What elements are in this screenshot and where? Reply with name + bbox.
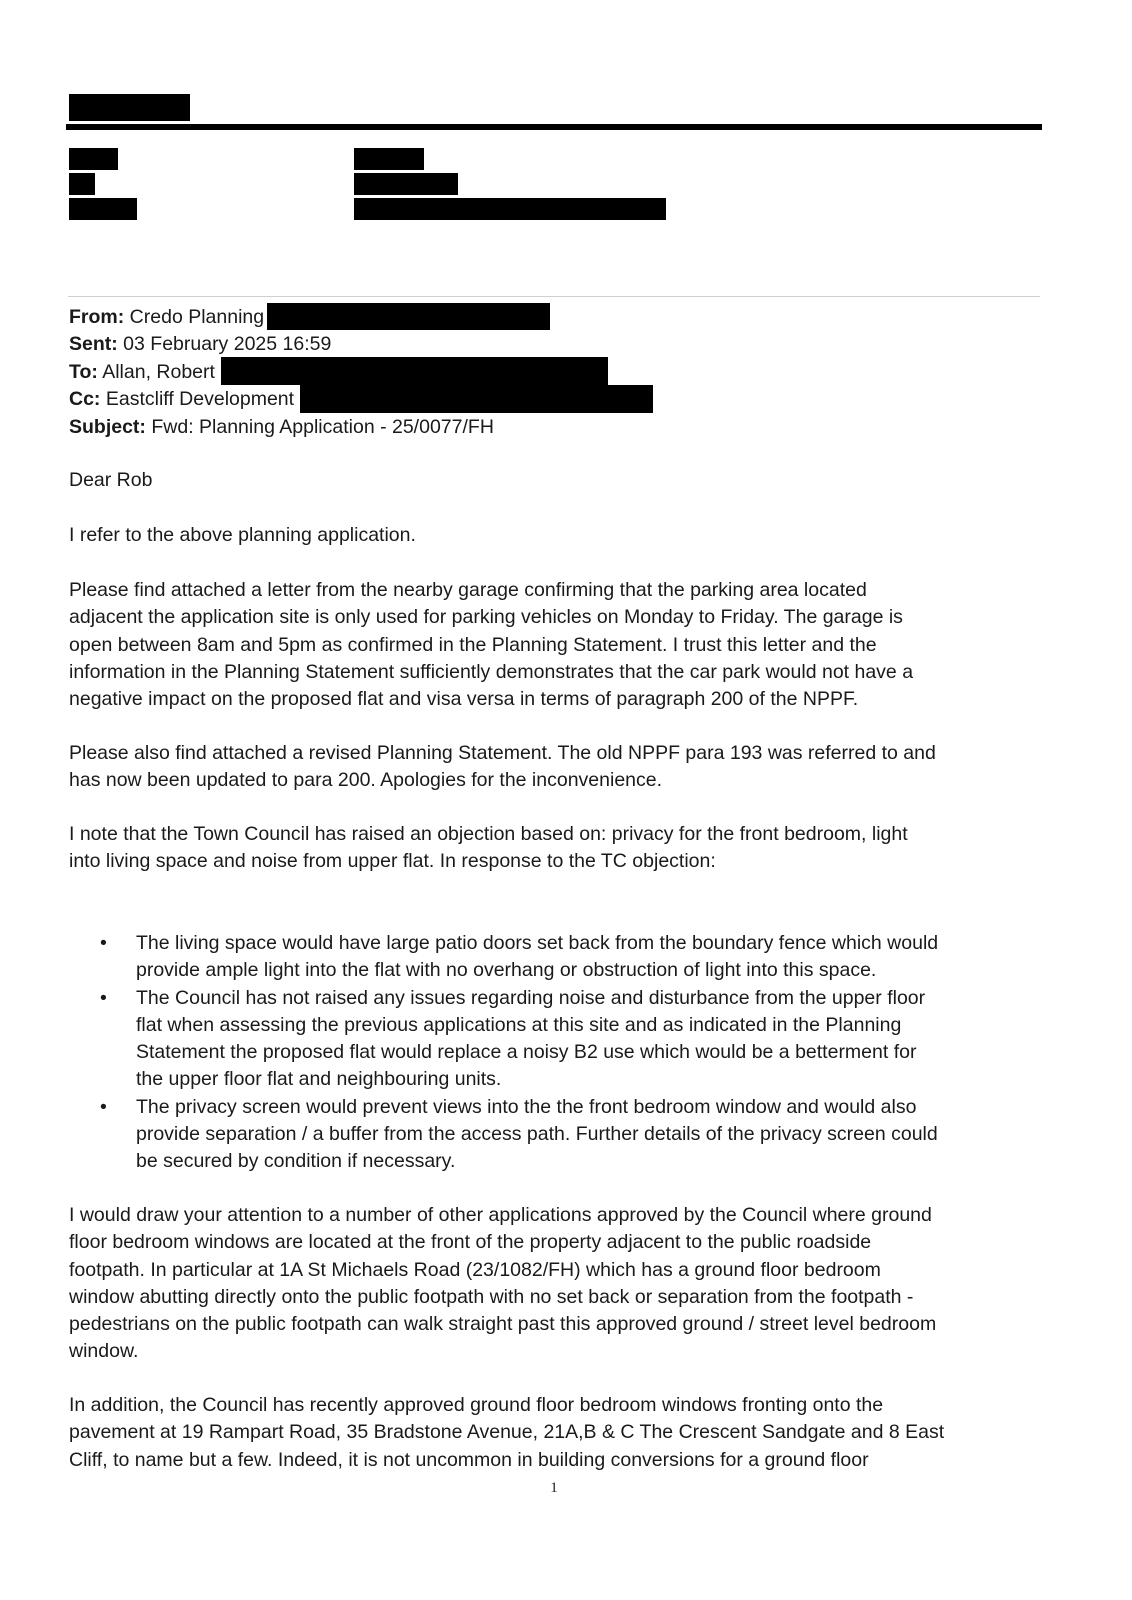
text-line: floor bedroom windows are located at the front of the property adjacent to the public roadside	[69, 1231, 872, 1254]
text-line: The Council has not raised any issues regarding noise and disturbance from the upper floor	[136, 986, 926, 1009]
list-item	[100, 1094, 1045, 1176]
sent-value: 03 February 2025 16:59	[123, 333, 332, 355]
email-subject-row	[69, 414, 494, 442]
text-line: Statement the proposed flat would replace a noisy B2 use which would be a betterment for	[136, 1041, 917, 1064]
text-line: information in the Planning Statement sufficiently demonstrates that the car park would not have a	[69, 660, 914, 683]
text-line: negative impact on the proposed flat and visa versa in terms of paragraph 200 of the NPPF.	[69, 688, 859, 711]
text-line: window.	[69, 1340, 139, 1363]
email-sent-row	[69, 331, 331, 359]
paragraph-in-addition	[69, 1392, 1044, 1474]
subject-label: Subject:	[69, 416, 146, 438]
objection-response-list	[100, 930, 1045, 1176]
page-number: 1	[550, 1480, 558, 1496]
redacted-cc-address	[300, 385, 653, 413]
text-line: The privacy screen would prevent views into the the front bedroom window and would also	[136, 1095, 917, 1118]
email-to-row	[69, 359, 215, 387]
paragraph-garage-letter	[69, 577, 1044, 713]
text-line: adjacent the application site is only used for parking vehicles on Monday to Friday. The garage is	[69, 606, 903, 629]
text-line: I would draw your attention to a number of other applications approved by the Council where ground	[69, 1204, 932, 1226]
text-line: the upper floor flat and neighbouring units.	[136, 1068, 502, 1091]
bullet-icon: •	[100, 1095, 107, 1118]
greeting: Dear Rob	[69, 469, 153, 491]
text-line: provide ample light into the flat with no overhang or obstruction of light into this space.	[136, 959, 877, 982]
redacted-header-label-1	[69, 148, 118, 170]
text-line: be secured by condition if necessary.	[136, 1150, 456, 1173]
email-separator	[68, 296, 1040, 297]
text-line: In addition, the Council has recently approved ground floor bedroom windows fronting onto the	[69, 1394, 884, 1416]
paragraph-town-council	[69, 821, 1044, 876]
from-value: Credo Planning	[129, 306, 265, 328]
cc-label: Cc:	[69, 388, 101, 410]
text-line: The living space would have large patio doors set back from the boundary fence which would	[136, 932, 939, 954]
text-line: footpath. In particular at 1A St Michaels Road (23/1082/FH) which has a ground floor bedroom	[69, 1258, 881, 1281]
bullet-icon: •	[100, 932, 107, 954]
sent-label: Sent:	[69, 333, 118, 355]
cc-value: Eastcliff Development	[105, 388, 295, 410]
paragraph-revised-statement	[69, 740, 1044, 795]
text-line: flat when assessing the previous applications at this site and as indicated in the Planning	[136, 1013, 902, 1036]
to-value: Allan, Robert	[102, 361, 215, 383]
text-line: has now been updated to para 200. Apologies for the inconvenience.	[69, 769, 663, 792]
text-line: Cliff, to name but a few. Indeed, it is not uncommon in building conversions for a ground floor	[69, 1448, 869, 1471]
text-line: Please also find attached a revised Planning Statement. The old NPPF para 193 was referred to and	[69, 742, 936, 764]
redacted-header-value-2	[354, 173, 458, 195]
subject-value: Fwd: Planning Application - 25/0077/FH	[151, 416, 494, 438]
from-label: From:	[69, 306, 125, 328]
list-item	[100, 930, 1045, 985]
bullet-icon: •	[100, 986, 107, 1009]
redacted-header-label-2	[69, 173, 95, 195]
text-line: pavement at 19 Rampart Road, 35 Bradstone Avenue, 21A,B & C The Crescent Sandgate and 8 East	[69, 1421, 945, 1444]
redacted-sender-name	[69, 94, 190, 121]
text-line: open between 8am and 5pm as confirmed in the Planning Statement. I trust this letter and the	[69, 633, 877, 656]
redacted-header-value-1	[354, 148, 424, 170]
to-label: To:	[69, 361, 98, 383]
text-line: pedestrians on the public footpath can walk straight past this approved ground / street level bedroom	[69, 1313, 937, 1336]
email-from-row	[69, 304, 264, 332]
text-line: I note that the Town Council has raised an objection based on: privacy for the front bedroom, light	[69, 823, 908, 845]
redacted-from-address	[267, 303, 550, 330]
text-line: window abutting directly onto the public footpath with no set back or separation from the footpath -	[69, 1285, 914, 1308]
paragraph-intro: I refer to the above planning application.	[69, 524, 416, 546]
text-line: into living space and noise from upper flat. In response to the TC objection:	[69, 850, 716, 873]
redacted-header-value-3	[354, 198, 666, 220]
paragraph-other-applications	[69, 1202, 1044, 1366]
list-item	[100, 985, 1045, 1094]
header-divider	[66, 124, 1042, 130]
text-line: provide separation / a buffer from the access path. Further details of the privacy screen could	[136, 1123, 938, 1146]
text-line: Please find attached a letter from the nearby garage confirming that the parking area located	[69, 579, 867, 601]
redacted-header-label-3	[69, 198, 137, 220]
email-cc-row	[69, 386, 294, 414]
redacted-to-address	[221, 357, 608, 385]
